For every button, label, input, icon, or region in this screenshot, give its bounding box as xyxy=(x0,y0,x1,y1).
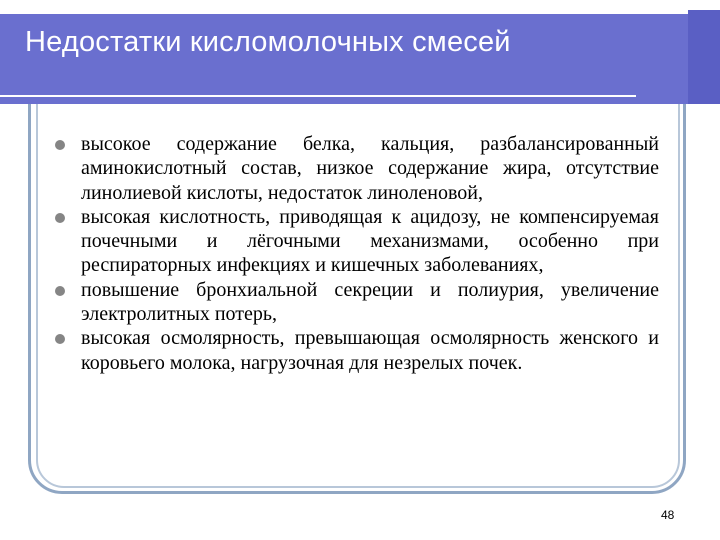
bullet-item xyxy=(55,326,659,375)
bullet-icon xyxy=(55,140,65,150)
bullet-item xyxy=(55,278,659,327)
bullet-list xyxy=(55,132,659,375)
bullet-text: повышение бронхиальной секреции и полиурия, увеличение электролитных потерь, xyxy=(81,278,659,326)
bullet-icon xyxy=(55,213,65,223)
bullet-item xyxy=(55,132,659,205)
slide-title: Недостатки кисломолочных смесей xyxy=(25,26,511,58)
bullet-text: высокая кислотность, приводящая к ацидозу, не компенсируемая почечными и лёгочными механизмами, особенно при респираторных инфекциях и кишечных заболеваниях, xyxy=(81,205,659,277)
page-number: 48 xyxy=(661,508,675,522)
bullet-text: высокое содержание белка, кальция, разбалансированный аминокислотный состав, низкое содержание жира, отсутствие линолиевой кислоты, недостаток линоленовой, xyxy=(81,133,659,204)
bullet-icon xyxy=(55,286,65,296)
title-underline xyxy=(0,95,636,97)
bullet-icon xyxy=(55,334,65,344)
bullet-item xyxy=(55,205,659,278)
bullet-text: высокая осмолярность, превышающая осмолярность женского и коровьего молока, нагрузочная для незрелых почек. xyxy=(81,327,659,374)
title-accent xyxy=(688,10,720,104)
